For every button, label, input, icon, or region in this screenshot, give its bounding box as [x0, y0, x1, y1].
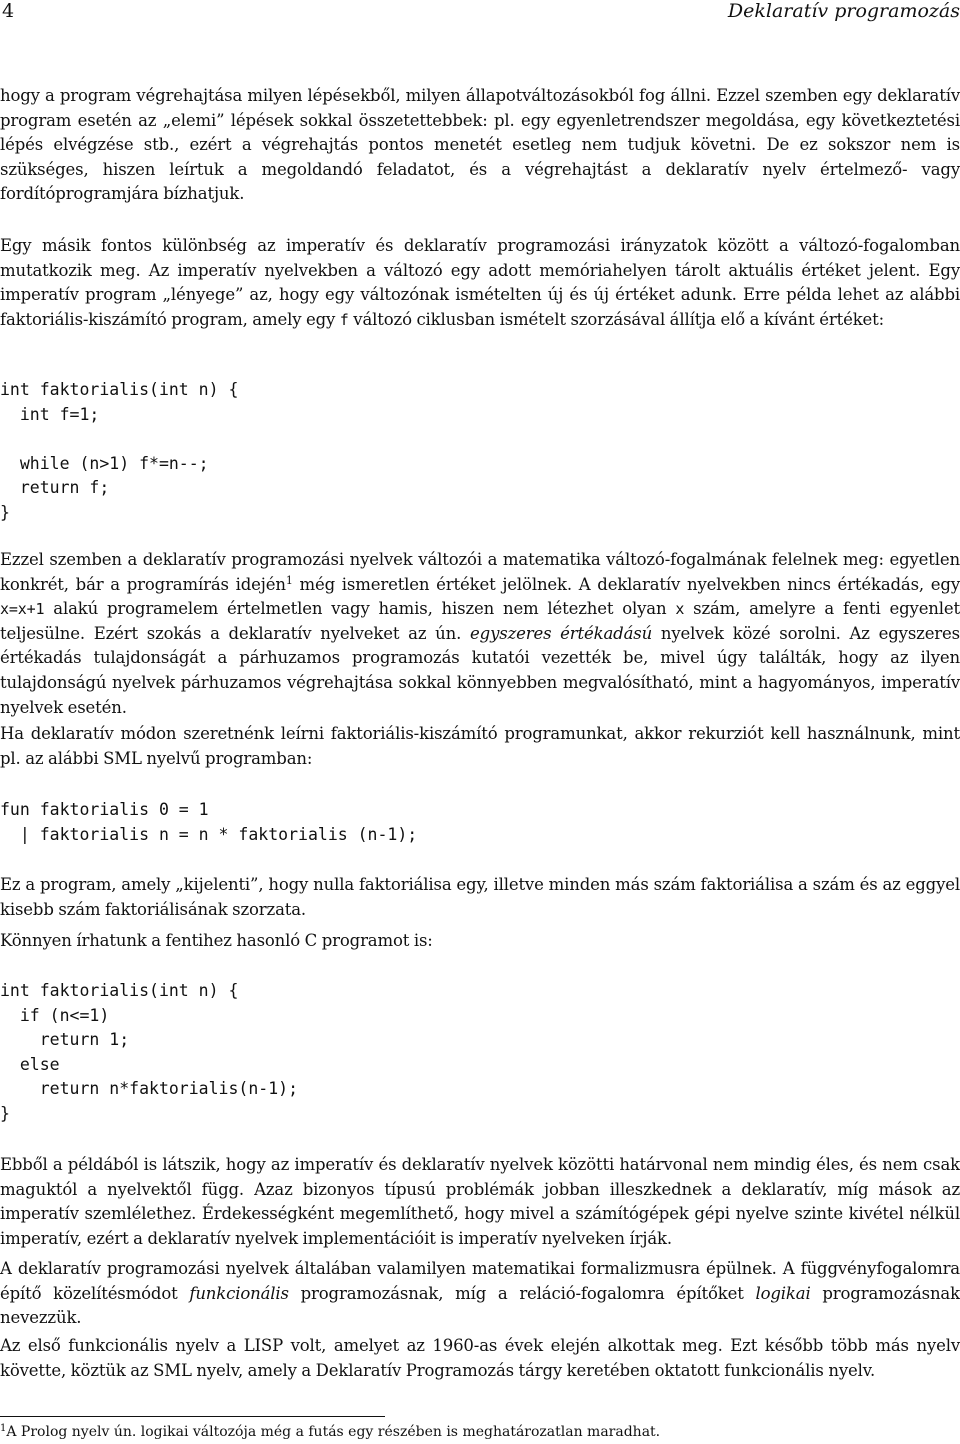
footnote	[0, 1423, 960, 1441]
paragraph-text: Egy másik fontos különbség az imperatív és deklaratív programozási irányzatok között a változó-fogalomban mutatkozik meg. Az imperatív nyelvekben a változó egy adott memóriahelyen tárolt aktuális értéket jelent. Egy imperatív program „lényege” az, hogy egy változónak ismételten új és új értéket adunk. Erre példa lehet az alábbi faktoriális-kiszámító program, amely egy	[0, 236, 960, 329]
paragraph-6	[0, 929, 960, 954]
code-block-imperative: int faktorialis(int n) { int f=1; while (n>1) f*=n--; return f; }	[0, 380, 239, 522]
paragraph-5	[0, 873, 960, 922]
paragraph-text: Ezzel szemben a deklaratív programozási nyelvek változói a matematika változó-fogalmának felelnek meg: egyetlen konkrét, bár a programírás idején	[0, 550, 960, 594]
code-block-recursive: int faktorialis(int n) { if (n<=1) return 1; else return n*faktorialis(n-1); }	[0, 981, 299, 1123]
paragraph-8	[0, 1257, 960, 1331]
paragraph-text: Ebből a példából is látszik, hogy az imperatív és deklaratív nyelvek közötti határvonal nem mindig éles, és nem csak maguktól a nyelvektől függ. Azaz bizonyos típusú problémák jobban illeszkednek a deklaratív, míg mások az imperatív szemlélethez. Érdekességként megemlíthető, hogy mivel a számítógépek gépi nyelve szinte kivétel nélkül imperatív, ezért a deklaratív nyelvek implementációit is imperatív nyelveken írják.	[0, 1155, 960, 1248]
paragraph-text: alakú programelem értelmetlen vagy hamis, hiszen nem létezhet olyan	[53, 599, 667, 619]
paragraph-text: változó ciklusban ismételt szorzásával állítja elő a kívánt értéket:	[353, 309, 885, 329]
paragraph-text: A deklaratív programozási nyelvek általában valamilyen matematikai formalizmusra épülnek. A függvényfogalomra építő közelítésmódot	[0, 1259, 960, 1303]
paragraph-text: hogy a program végrehajtása milyen lépésekből, milyen állapotváltozásokból fog állni. Ezzel szemben egy deklaratív program esetén az „elemi” lépések sokkal összetettebbek: pl. egy egyenletrendszer megoldása, egy következtetési lépés elvégzése stb., ezért a végrehajtás pontos menetét esetleg nem tudjuk követni. De ez sokszor nem is szükséges, hiszen leírtuk a megoldandó feladatot, és a végrehajtást a deklaratív nyelv értelmező- vagy fordítóprogramjára bízhatjuk.	[0, 86, 960, 204]
emphasis: logikai	[755, 1283, 811, 1303]
paragraph-3	[0, 548, 960, 720]
inline-code: x=x+1	[0, 600, 45, 619]
code-block-sml: fun faktorialis 0 = 1 | faktorialis n = n * faktorialis (n-1);	[0, 800, 418, 844]
paragraph-text: nyelvek közé sorolni. Az egyszeres értékadás tulajdonságát a párhuzamos programozás kutatói vezették be, mivel úgy találták, hogy az ilyen tulajdonságú nyelvek párhuzamos végrehajtása sokkal könnyebben megvalósítható, mint a hagyományos, imperatív nyelvek esetén.	[0, 623, 960, 717]
paragraph-1	[0, 84, 960, 207]
footnote-mark: 1	[0, 1423, 7, 1434]
inline-code: f	[339, 310, 349, 329]
running-title: Deklaratív programozás	[727, 0, 960, 22]
paragraph-text: Az első funkcionális nyelv a LISP volt, amelyet az 1960-as évek elején alkottak meg. Ezt később több más nyelv követte, köztük az SML nyelv, amely a Deklaratív Programozás tárgy keretében oktatott funkcionális nyelv.	[0, 1336, 960, 1380]
inline-code: x	[675, 600, 685, 619]
page-number: 4	[2, 0, 15, 22]
paragraph-text: még ismeretlen értéket jelölnek. A deklaratív nyelvekben nincs értékadás, egy	[299, 574, 960, 594]
paragraph-text: programozásnak nevezzük.	[0, 1283, 960, 1328]
paragraph-text: szám, amelyre a fenti egyenlet teljesülne. Ezért szokás a deklaratív nyelveket az ún.	[0, 599, 960, 643]
paragraph-text: programozásnak, míg a reláció-fogalomra építőket	[300, 1283, 744, 1303]
emphasis: funkcionális	[189, 1283, 289, 1303]
page-header	[0, 0, 960, 26]
paragraph-9	[0, 1334, 960, 1383]
footnote-text: A Prolog nyelv ún. logikai változója még a futás egy részében is meghatározatlan maradhat.	[6, 1424, 661, 1440]
paragraph-text: Ez a program, amely „kijelenti”, hogy nulla faktoriálisa egy, illetve minden más szám faktoriálisa a szám és az eggyel kisebb szám faktoriálisának szorzata.	[0, 875, 960, 919]
footnote-ref: 1	[285, 573, 293, 587]
footnote-divider	[0, 1416, 385, 1417]
emphasis: egyszeres értékadású	[470, 623, 653, 643]
paragraph-2	[0, 234, 960, 332]
paragraph-text: Ha deklaratív módon szeretnénk leírni faktoriális-kiszámító programunkat, akkor rekurziót kell használnunk, mint pl. az alábbi SML nyelvű programban:	[0, 724, 960, 768]
paragraph-text: Könnyen írhatunk a fentihez hasonló C programot is:	[0, 931, 433, 950]
paragraph-4	[0, 722, 960, 771]
paragraph-7	[0, 1153, 960, 1251]
